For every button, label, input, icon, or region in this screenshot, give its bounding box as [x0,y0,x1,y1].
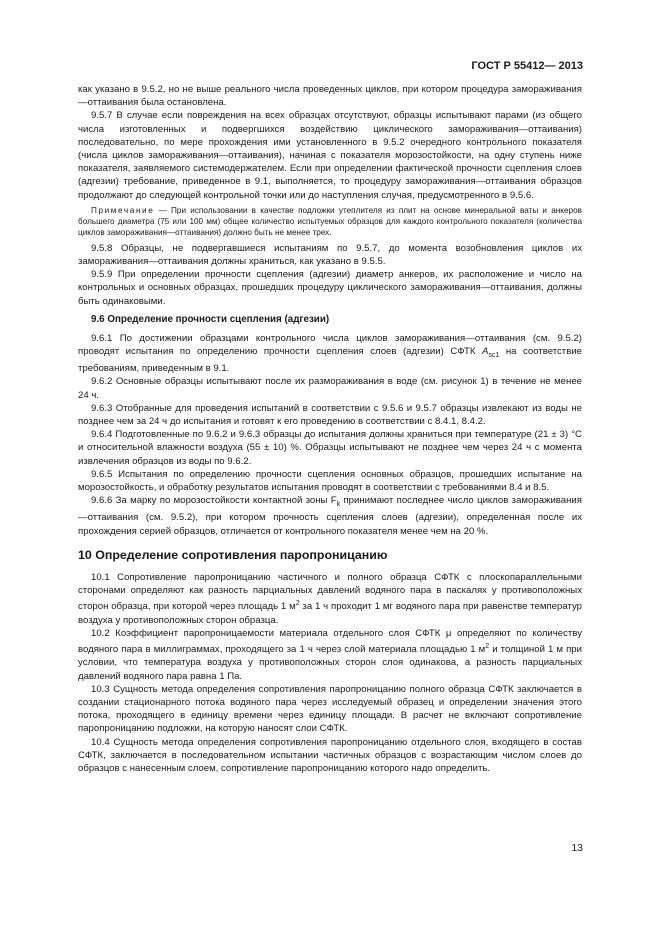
note-label: Примечание [91,205,155,215]
frost-subscript: k [336,501,341,509]
paragraph-9-5-9: 9.5.9 При определении прочности сцепления (адгезии) диаметр анкеров, их расположение и число на контрольных и основных образцах, прошедших процедуру циклического замораживания—оттаивания, должны быть одинаковыми. [78,269,582,307]
paragraph-9-6-6-text: 9.6.6 За марку по морозостойкости контактной зоны F [91,495,337,507]
paragraph-9-6-3: 9.6.3 Отобранные для проведения испытаний в соответствии с 9.5.6 и 9.5.7 образцы извлекают из воды не позднее чем за 24 ч до испытания и готовят к его проведению в соответствии с 8.4.1, 8.4.2. [78,402,582,427]
paragraph-10-3: 10.3 Сущность метода определения сопротивления паропроницанию полного образца СФТК заключается в создании стационарного потока водяного пара через исследуемый образец и определении значения этого потока, проходящего в единицу времени через единицу площади. В расчет не включают сопротивление паропроницанию подложки, на которую наносят слои СФТК. [78,683,582,735]
note-text: — При использовании в качестве подложки утеплителя из плит на основе минеральной ваты и анкеров большего диаметра (75 или 100 мм) общее количество испытуемых образцов для каждого контрольного показателя (количества циклов замораживания—оттаивания) должно быть не менее трех. [78,205,582,237]
section-heading-9-6: 9.6 Определение прочности сцепления (адгезии) [91,313,330,325]
paragraph-10-1-text: 10.1 Сопротивление паропроницанию частичного и полного образца СФТК с плоскопараллельными сторонами определяют как разность парциальных давлений водяного пара в паскалях у противоположных сторон образца, при которой через площадь 1 м [78,571,582,613]
adhesion-symbol: A [482,346,489,358]
paragraph-9-5-8: 9.5.8 Образцы, не подвергавшиеся испытаниям по 9.5.7, до момента возобновления циклов их замораживания—оттаивания должны храниться, как указано в 9.5.5. [78,242,582,268]
area-superscript: 2 [295,600,300,608]
paragraph-9-6-6-text-end: принимают последнее число циклов замораживания—оттаивания (см. 9.5.2), при котором прочность сцепления слоев (адгезии), определенная после их прохождения серией образцов, отличается от контрольного показателя менее чем на 20 %. [78,495,582,537]
area-superscript: 2 [485,642,490,650]
paragraph-9-6-6 [78,494,582,538]
section-heading-10: 10 Определение сопротивления паропроницанию [78,547,388,562]
paragraph-10-2 [78,627,582,683]
paragraph-9-6-1-text: 9.6.1 По достижении образцами контрольного числа циклов замораживания—оттаивания (см. 9.5.2) проводят испытания по определению прочности сцепления слоев (адгезии) СФТК [78,332,582,358]
note [78,205,582,238]
page-number: 13 [571,842,583,854]
paragraph-10-1 [78,571,582,627]
paragraph-10-4: 10.4 Сущность метода определения сопротивления паропроницанию отдельного слоя, входящего в состав СФТК, заключается в последовательном испытании частичных образцов с возрастающим числом слоев до образцов с нанесенным слоем, сопротивление паропроницанию которого надо определить. [78,736,582,774]
paragraph-9-6-5: 9.6.5 Испытания по определению прочности сцепления основных образцов, прошедших испытание на морозостойкость, и обработку результатов испытания проводят в соответствии с требованиями 8.4 и 8.5. [78,468,582,493]
paragraph-10-2-text-end: и толщиной 1 м при условии, что температура воздуха у противоположных сторон слоя одинакова, а разность парциальных давлений водяного пара равна 1 Па. [78,644,582,682]
paragraph-9-6-2: 9.6.2 Основные образцы испытывают после их размораживания в воде (см. рисунок 1) в течение не менее 24 ч. [78,376,582,401]
document-body [78,83,582,775]
paragraph-9-6-1 [78,332,582,376]
paragraph-9-5-7: 9.5.7 В случае если повреждения на всех образцах отсутствуют, образцы испытывают парами (из общего числа изготовленных и подвергшихся воздействию циклического замораживания—оттаивания) последовательно, по мере прохождения ими установленного в 9.5.2 очередного контрольного показателя (числа циклов замораживания—оттаивания), начиная с показателя морозостойкости, на одну ступень ниже показателя, заявляемого системодержателем. Если при определении фактической прочности сцепления слоев (адгезии) требование, приведенное в 9.1, выполняется, то процедуру замораживания—оттаивания образцов продолжают до следующей контрольной точки или до наступления случая, предусмотренного в 9.5.6. [78,110,582,201]
paragraph-9-6-1-text-end: на соответствие требованиям, приведенным в 9.1. [78,346,582,375]
paragraph-10-1-text-end: за 1 ч проходит 1 мг водяного пара при равенстве температур воздуха у противоположных сторон образца. [78,601,582,626]
adhesion-subscript: sc1 [488,351,500,359]
paragraph-9-6-4: 9.6.4 Подготовленные по 9.6.2 и 9.6.3 образцы до испытания должны храниться при температуре (21 ± 3) °С и относительной влажности воздуха (55 ± 10) %. Образцы испытывают не позднее чем через 24 ч с момента извлечения образцов из воды по 9.6.2. [78,429,582,467]
standard-header: ГОСТ Р 55412— 2013 [471,60,583,72]
paragraph-intro: как указано в 9.5.2, но не выше реального числа проведенных циклов, при котором процедура замораживания—оттаивания была остановлена. [78,84,582,109]
paragraph-10-2-text: 10.2 Коэффициент паропроницаемости материала отдельного слоя СФТК μ определяют по количеству водяного пара в миллиграммах, проходящего за 1 ч через слой материала площадью 1 м [78,627,582,656]
